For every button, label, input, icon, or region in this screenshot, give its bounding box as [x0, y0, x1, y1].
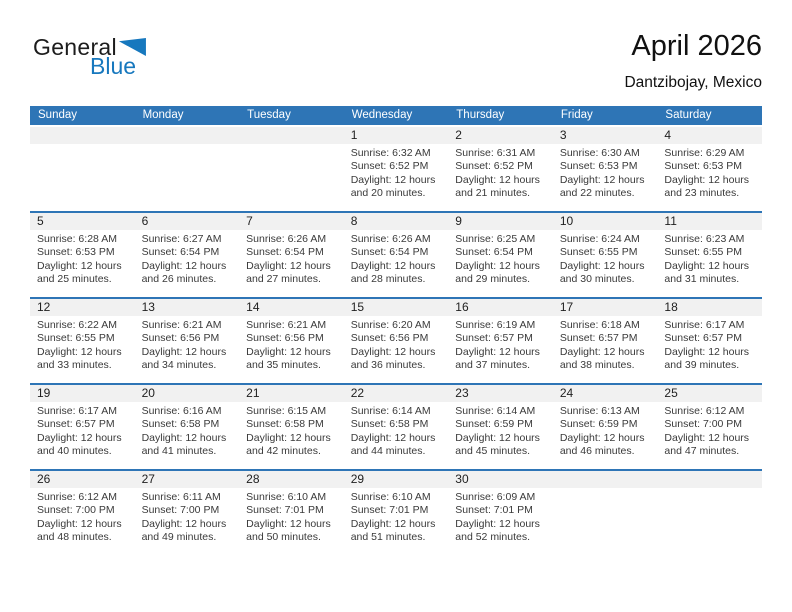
day-cell [30, 213, 135, 297]
day-number: 24 [553, 385, 658, 402]
daylight-hours-text: Daylight: 12 hours [246, 517, 331, 530]
sunset-text: Sunset: 7:00 PM [37, 504, 115, 517]
day-number: 17 [553, 299, 658, 316]
sunrise-text: Sunrise: 6:22 AM [37, 319, 117, 331]
daylight-minutes-text: and 33 minutes. [37, 359, 112, 372]
weekday-header-cell: Tuesday [247, 109, 291, 121]
daylight-hours-text: Daylight: 12 hours [559, 431, 645, 444]
day-cell [657, 299, 762, 383]
daylight-hours-text: Daylight: 12 hours [141, 517, 227, 530]
sunrise-text: Sunrise: 6:23 AM [664, 233, 745, 245]
sunset-text: Sunset: 6:57 PM [455, 332, 533, 345]
day-number: 2 [448, 127, 553, 144]
sunset-text: Sunset: 6:56 PM [246, 332, 324, 345]
day-number: 14 [239, 299, 344, 316]
day-number: 16 [448, 299, 553, 316]
sunrise-text: Sunrise: 6:09 AM [455, 491, 536, 503]
sunset-text: Sunset: 6:59 PM [455, 418, 533, 431]
daylight-minutes-text: and 51 minutes. [350, 531, 426, 544]
daylight-minutes-text: and 29 minutes. [455, 273, 530, 286]
weekday-header-cell: Monday [142, 109, 184, 121]
day-info [30, 402, 135, 459]
daylight-hours-text: Daylight: 12 hours [37, 259, 122, 272]
daylight-hours-text: Daylight: 12 hours [455, 259, 540, 272]
sunrise-text: Sunrise: 6:15 AM [246, 405, 327, 417]
daylight-hours-text: Daylight: 12 hours [141, 345, 227, 358]
day-number: 4 [657, 127, 762, 144]
daylight-hours-text: Daylight: 12 hours [455, 345, 540, 358]
day-info [30, 316, 135, 373]
sunset-text: Sunset: 6:52 PM [455, 160, 533, 173]
day-number [553, 471, 658, 488]
daylight-hours-text: Daylight: 12 hours [559, 259, 645, 272]
sunset-text: Sunset: 6:53 PM [559, 160, 638, 173]
daylight-hours-text: Daylight: 12 hours [664, 173, 750, 186]
day-number: 29 [344, 471, 449, 488]
day-info [448, 316, 553, 373]
day-cell [239, 213, 344, 297]
sunset-text: Sunset: 6:58 PM [246, 418, 324, 431]
day-info [553, 144, 658, 201]
sunset-text: Sunset: 6:58 PM [350, 418, 429, 431]
day-number: 20 [135, 385, 240, 402]
calendar-grid [30, 106, 762, 555]
sunrise-text: Sunrise: 6:25 AM [455, 233, 536, 245]
sunset-text: Sunset: 6:56 PM [350, 332, 429, 345]
day-info [344, 316, 449, 373]
day-cell [30, 299, 135, 383]
sunset-text: Sunset: 6:55 PM [559, 246, 638, 259]
day-info [448, 402, 553, 459]
day-info [344, 402, 449, 459]
empty-day-cell [135, 127, 240, 211]
daylight-minutes-text: and 47 minutes. [664, 445, 740, 458]
day-cell [344, 213, 449, 297]
daylight-hours-text: Daylight: 12 hours [141, 431, 227, 444]
day-cell [344, 471, 449, 555]
daylight-hours-text: Daylight: 12 hours [350, 173, 436, 186]
day-info [135, 316, 240, 373]
daylight-minutes-text: and 48 minutes. [37, 531, 112, 544]
daylight-hours-text: Daylight: 12 hours [455, 517, 540, 530]
day-number: 18 [657, 299, 762, 316]
daylight-minutes-text: and 27 minutes. [246, 273, 321, 286]
day-number: 11 [657, 213, 762, 230]
sunset-text: Sunset: 7:01 PM [350, 504, 429, 517]
sunset-text: Sunset: 6:56 PM [141, 332, 220, 345]
daylight-hours-text: Daylight: 12 hours [37, 517, 122, 530]
daylight-minutes-text: and 34 minutes. [141, 359, 217, 372]
sunrise-text: Sunrise: 6:24 AM [559, 233, 640, 245]
day-number: 30 [448, 471, 553, 488]
day-cell [344, 299, 449, 383]
day-cell [553, 385, 658, 469]
weekday-header-cell: Friday [560, 109, 593, 121]
daylight-hours-text: Daylight: 12 hours [37, 431, 122, 444]
day-number: 23 [448, 385, 553, 402]
daylight-minutes-text: and 45 minutes. [455, 445, 530, 458]
sunset-text: Sunset: 6:55 PM [37, 332, 115, 345]
day-number [135, 127, 240, 144]
empty-day-cell [30, 127, 135, 211]
sunrise-text: Sunrise: 6:29 AM [664, 147, 745, 159]
calendar-weeks [30, 127, 762, 555]
day-cell [553, 299, 658, 383]
day-number [239, 127, 344, 144]
daylight-hours-text: Daylight: 12 hours [246, 259, 331, 272]
sunset-text: Sunset: 7:01 PM [455, 504, 533, 517]
empty-day-cell [657, 471, 762, 555]
sunset-text: Sunset: 6:53 PM [37, 246, 115, 259]
day-number: 15 [344, 299, 449, 316]
sunrise-text: Sunrise: 6:28 AM [37, 233, 117, 245]
day-number: 3 [553, 127, 658, 144]
sunset-text: Sunset: 6:57 PM [664, 332, 743, 345]
day-info [135, 488, 240, 545]
daylight-minutes-text: and 39 minutes. [664, 359, 740, 372]
daylight-minutes-text: and 40 minutes. [37, 445, 112, 458]
sunset-text: Sunset: 6:58 PM [141, 418, 220, 431]
daylight-minutes-text: and 25 minutes. [37, 273, 112, 286]
day-number: 21 [239, 385, 344, 402]
daylight-minutes-text: and 30 minutes. [559, 273, 635, 286]
sunset-text: Sunset: 7:00 PM [664, 418, 743, 431]
day-cell [657, 127, 762, 211]
daylight-minutes-text: and 26 minutes. [141, 273, 217, 286]
daylight-hours-text: Daylight: 12 hours [664, 259, 750, 272]
sunrise-text: Sunrise: 6:32 AM [350, 147, 431, 159]
weekday-header-cell: Thursday [456, 109, 505, 121]
day-number [657, 471, 762, 488]
daylight-minutes-text: and 37 minutes. [455, 359, 530, 372]
day-number [30, 127, 135, 144]
empty-day-cell [239, 127, 344, 211]
day-cell [553, 127, 658, 211]
title-block [624, 31, 762, 92]
day-cell [448, 385, 553, 469]
daylight-minutes-text: and 50 minutes. [246, 531, 321, 544]
daylight-minutes-text: and 28 minutes. [350, 273, 426, 286]
sunset-text: Sunset: 6:54 PM [246, 246, 324, 259]
daylight-minutes-text: and 41 minutes. [141, 445, 217, 458]
day-number: 6 [135, 213, 240, 230]
day-info [657, 144, 762, 201]
day-number: 26 [30, 471, 135, 488]
day-info [448, 230, 553, 287]
day-cell [448, 471, 553, 555]
sunrise-text: Sunrise: 6:13 AM [559, 405, 640, 417]
sunrise-text: Sunrise: 6:12 AM [664, 405, 745, 417]
daylight-minutes-text: and 31 minutes. [664, 273, 740, 286]
sunset-text: Sunset: 6:57 PM [37, 418, 115, 431]
empty-day-cell [553, 471, 658, 555]
daylight-hours-text: Daylight: 12 hours [350, 517, 436, 530]
day-number: 10 [553, 213, 658, 230]
day-info [448, 488, 553, 545]
daylight-hours-text: Daylight: 12 hours [664, 431, 750, 444]
day-info [657, 316, 762, 373]
daylight-minutes-text: and 52 minutes. [455, 531, 530, 544]
daylight-minutes-text: and 20 minutes. [350, 187, 426, 200]
day-info [553, 230, 658, 287]
sunset-text: Sunset: 6:53 PM [664, 160, 743, 173]
sunrise-text: Sunrise: 6:21 AM [246, 319, 327, 331]
day-info [239, 230, 344, 287]
sunrise-text: Sunrise: 6:12 AM [37, 491, 117, 503]
day-cell [344, 385, 449, 469]
daylight-hours-text: Daylight: 12 hours [350, 345, 436, 358]
daylight-hours-text: Daylight: 12 hours [559, 345, 645, 358]
day-info [30, 230, 135, 287]
day-info [239, 402, 344, 459]
sunrise-text: Sunrise: 6:10 AM [246, 491, 327, 503]
day-cell [239, 299, 344, 383]
daylight-minutes-text: and 22 minutes. [559, 187, 635, 200]
day-cell [135, 299, 240, 383]
day-cell [553, 213, 658, 297]
day-info [344, 230, 449, 287]
day-info [448, 144, 553, 201]
day-number: 22 [344, 385, 449, 402]
day-info [553, 402, 658, 459]
day-cell [135, 471, 240, 555]
day-number: 12 [30, 299, 135, 316]
weekday-header-cell: Sunday [38, 109, 78, 121]
sunrise-text: Sunrise: 6:18 AM [559, 319, 640, 331]
day-number: 27 [135, 471, 240, 488]
day-info [239, 488, 344, 545]
day-info [135, 402, 240, 459]
day-info [657, 402, 762, 459]
sunset-text: Sunset: 6:54 PM [455, 246, 533, 259]
day-cell [135, 213, 240, 297]
sunset-text: Sunset: 6:54 PM [141, 246, 220, 259]
sunrise-text: Sunrise: 6:10 AM [350, 491, 431, 503]
sunrise-text: Sunrise: 6:20 AM [350, 319, 431, 331]
daylight-hours-text: Daylight: 12 hours [246, 345, 331, 358]
sunrise-text: Sunrise: 6:30 AM [559, 147, 640, 159]
day-number: 25 [657, 385, 762, 402]
daylight-hours-text: Daylight: 12 hours [455, 431, 540, 444]
day-cell [448, 127, 553, 211]
day-number: 5 [30, 213, 135, 230]
sunrise-text: Sunrise: 6:11 AM [141, 491, 221, 503]
week-row [30, 211, 762, 297]
logo-text-general: General [33, 34, 117, 60]
week-row [30, 127, 762, 211]
weekday-header-row [30, 106, 762, 125]
sunrise-text: Sunrise: 6:26 AM [246, 233, 327, 245]
sunrise-text: Sunrise: 6:27 AM [141, 233, 222, 245]
day-cell [448, 299, 553, 383]
day-number: 28 [239, 471, 344, 488]
sunrise-text: Sunrise: 6:14 AM [455, 405, 536, 417]
daylight-minutes-text: and 42 minutes. [246, 445, 321, 458]
daylight-hours-text: Daylight: 12 hours [141, 259, 227, 272]
sunset-text: Sunset: 6:54 PM [350, 246, 429, 259]
daylight-minutes-text: and 44 minutes. [350, 445, 426, 458]
sunrise-text: Sunrise: 6:16 AM [141, 405, 222, 417]
sunrise-text: Sunrise: 6:14 AM [350, 405, 431, 417]
daylight-minutes-text: and 46 minutes. [559, 445, 635, 458]
week-row [30, 383, 762, 469]
sunrise-text: Sunrise: 6:17 AM [37, 405, 117, 417]
week-row [30, 469, 762, 555]
sunrise-text: Sunrise: 6:26 AM [350, 233, 431, 245]
day-cell [30, 385, 135, 469]
day-cell [657, 385, 762, 469]
daylight-minutes-text: and 23 minutes. [664, 187, 740, 200]
sunset-text: Sunset: 6:59 PM [559, 418, 638, 431]
sunset-text: Sunset: 6:52 PM [350, 160, 429, 173]
logo [33, 36, 146, 78]
page-title: April 2026 [631, 30, 762, 62]
day-info [657, 230, 762, 287]
sunrise-text: Sunrise: 6:19 AM [455, 319, 536, 331]
daylight-hours-text: Daylight: 12 hours [350, 431, 436, 444]
daylight-hours-text: Daylight: 12 hours [350, 259, 436, 272]
day-info [239, 316, 344, 373]
day-number: 9 [448, 213, 553, 230]
day-cell [448, 213, 553, 297]
day-cell [239, 471, 344, 555]
daylight-hours-text: Daylight: 12 hours [37, 345, 122, 358]
daylight-minutes-text: and 49 minutes. [141, 531, 217, 544]
weekday-header-cell: Saturday [665, 109, 712, 121]
daylight-minutes-text: and 35 minutes. [246, 359, 321, 372]
day-cell [135, 385, 240, 469]
day-number: 8 [344, 213, 449, 230]
sunset-text: Sunset: 6:57 PM [559, 332, 638, 345]
daylight-minutes-text: and 21 minutes. [455, 187, 530, 200]
day-number: 7 [239, 213, 344, 230]
daylight-hours-text: Daylight: 12 hours [664, 345, 750, 358]
daylight-hours-text: Daylight: 12 hours [455, 173, 540, 186]
daylight-minutes-text: and 36 minutes. [350, 359, 426, 372]
day-info [344, 144, 449, 201]
day-number: 19 [30, 385, 135, 402]
day-cell [344, 127, 449, 211]
day-cell [657, 213, 762, 297]
week-row [30, 297, 762, 383]
day-cell [30, 471, 135, 555]
day-number: 13 [135, 299, 240, 316]
day-info [553, 316, 658, 373]
day-info [344, 488, 449, 545]
day-number: 1 [344, 127, 449, 144]
day-info [135, 230, 240, 287]
logo-text-blue: Blue [90, 53, 137, 79]
daylight-hours-text: Daylight: 12 hours [559, 173, 645, 186]
weekday-header-cell: Wednesday [351, 109, 413, 121]
sunset-text: Sunset: 7:00 PM [141, 504, 220, 517]
day-info [30, 488, 135, 545]
daylight-minutes-text: and 38 minutes. [559, 359, 635, 372]
page-subtitle: Dantzibojay, Mexico [624, 73, 762, 91]
day-cell [239, 385, 344, 469]
sunrise-text: Sunrise: 6:31 AM [455, 147, 536, 159]
sunrise-text: Sunrise: 6:21 AM [141, 319, 222, 331]
daylight-hours-text: Daylight: 12 hours [246, 431, 331, 444]
sunset-text: Sunset: 6:55 PM [664, 246, 743, 259]
sunset-text: Sunset: 7:01 PM [246, 504, 324, 517]
sunrise-text: Sunrise: 6:17 AM [664, 319, 745, 331]
